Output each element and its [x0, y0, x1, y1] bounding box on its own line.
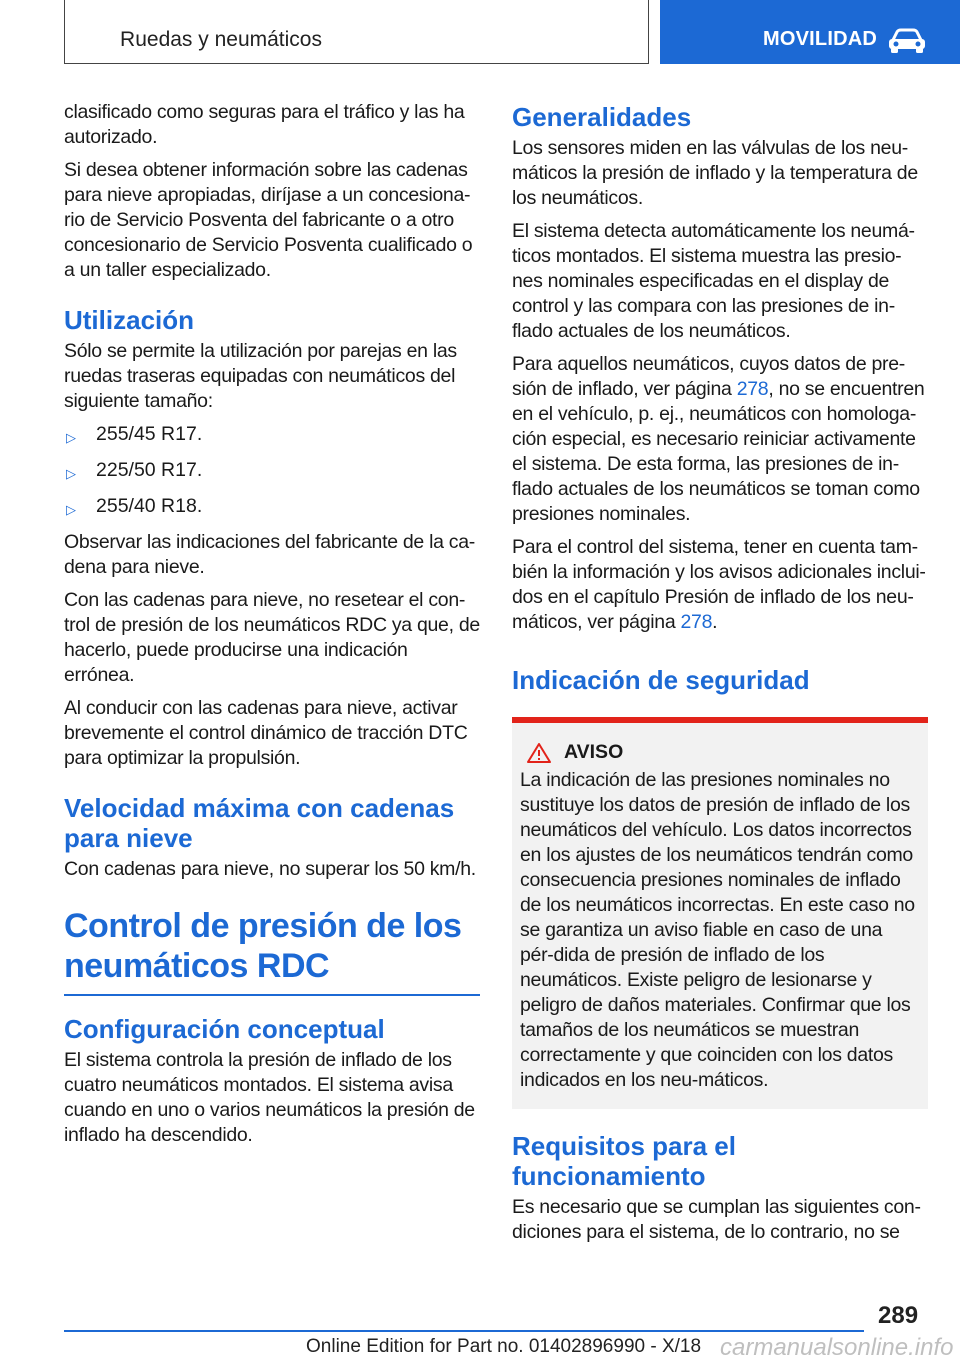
warning-header — [520, 741, 920, 764]
paragraph — [512, 352, 928, 527]
footer-edition: Online Edition for Part no. 01402896990 - X/18 — [306, 1336, 702, 1357]
paragraph: Observar las indicaciones del fabricante de la ca-dena para nieve. — [64, 531, 475, 578]
header-section-title: Ruedas y neumáticos — [120, 28, 322, 51]
paragraph: Los sensores miden en las válvulas de los neu-máticos la presión de inflado y la temperatura de los neumáticos. — [512, 137, 918, 209]
bullet-triangle-icon: ▷ — [66, 430, 76, 445]
footer-watermark: carmanualsonline.info — [720, 1334, 954, 1361]
paragraph: Si desea obtener información sobre las cadenas para nieve apropiadas, diríjase a un concesiona-rio de Servicio Posventa del fabricante o a otro concesionario de Servicio Posventa cualificado o a un taller especializado. — [64, 159, 473, 281]
list-item-text: 225/50 R17. — [96, 459, 203, 481]
footer-rule — [64, 1330, 864, 1332]
heading-seguridad: Indicación de seguridad — [512, 665, 810, 695]
left-column — [64, 100, 480, 1156]
paragraph-text: Para el control del sistema, tener en cuenta tam-bién la información y los avisos adicionales inclui-dos en el capítulo Presión de inflado de los neu-máticos, ver página — [512, 536, 926, 633]
paragraph: clasificado como seguras para el tráfico y las ha autorizado. — [64, 101, 465, 148]
list-item-text: 255/45 R17. — [96, 423, 203, 445]
warning-box — [512, 717, 928, 1109]
heading-utilizacion: Utilización — [64, 305, 195, 335]
warning-title: AVISO — [564, 741, 624, 763]
heading-control-presion: Control de presión de los neumáticos RDC — [64, 907, 462, 985]
heading-generalidades: Generalidades — [512, 102, 692, 132]
page-number: 289 — [878, 1302, 919, 1329]
list-item-text: 255/40 R18. — [96, 495, 203, 517]
paragraph: El sistema detecta automáticamente los neumá-ticos montados. El sistema muestra las presio-nes nominales especificadas en el display de control y las compara con las presiones de in-flado actuales de los neumáticos. — [512, 220, 915, 342]
heading-velocidad: Velocidad máxima con cadenas para nieve — [64, 793, 455, 853]
header-section-box — [64, 0, 649, 64]
paragraph — [512, 535, 928, 635]
paragraph: El sistema controla la presión de inflado de los cuatro neumáticos montados. El sistema avisa cuando en uno o varios neumáticos la presión de inflado ha descendido. — [64, 1048, 475, 1146]
page-reference-link[interactable]: 278 — [680, 611, 713, 633]
warning-text: La indicación de las presiones nominales no sustituye los datos de presión de inflado de los neumáticos del vehículo. Los datos incorrectos en los ajustes de los neumáticos tendrán como consecuencia presiones nominales de inflado de los neumáticos incorrectas. En este caso no se garantiza un aviso fiable en caso de una pér-dida de presión de inflado de los neumáticos. Existe peligro de lesionarse y peligro de daños materiales. Confirmar que los tamaños de los neumáticos se muestran correctamente y que coinciden con los datos indicados en los neu-máticos. — [520, 769, 915, 1091]
header-chapter-tab — [660, 0, 960, 64]
paragraph: Con cadenas para nieve, no superar los 50 km/h. — [64, 858, 476, 880]
heading-rule — [64, 994, 480, 996]
warning-triangle-icon — [526, 742, 552, 764]
paragraph-text: . — [712, 611, 718, 633]
car-icon — [887, 28, 927, 54]
list-item — [64, 422, 480, 450]
right-column — [512, 100, 928, 1253]
paragraph: Al conducir con las cadenas para nieve, activar brevemente el control dinámico de tracción DTC para optimizar la propulsión. — [64, 697, 468, 769]
list-item — [64, 458, 480, 486]
bullet-triangle-icon: ▷ — [66, 502, 76, 517]
list-item — [64, 494, 480, 522]
heading-requisitos: Requisitos para el funcionamiento — [512, 1131, 736, 1191]
header-chapter-label: MOVILIDAD — [763, 28, 878, 50]
paragraph-text: , no se encuentren en el vehículo, p. ej., neumáticos con homologa-ción especial, es necesario reiniciar activamente el sistema. De esta forma, las presiones de in-flado actuales de los neumáticos se toman como presiones nominales. — [512, 378, 925, 525]
page-reference-link[interactable]: 278 — [736, 378, 769, 400]
paragraph-text: Para aquellos neumáticos, cuyos datos de pre-sión de inflado, ver página — [512, 353, 905, 400]
tire-size-list — [64, 422, 480, 522]
heading-configuracion: Configuración conceptual — [64, 1013, 385, 1044]
paragraph: Con las cadenas para nieve, no resetear el con-trol de presión de los neumáticos RDC ya que, de hacerlo, puede producirse una indicación errónea. — [64, 589, 480, 686]
paragraph: Sólo se permite la utilización por parejas en las ruedas traseras equipadas con neumáticos del siguiente tamaño: — [64, 340, 457, 412]
bullet-triangle-icon: ▷ — [66, 466, 76, 481]
paragraph: Es necesario que se cumplan las siguientes con-diciones para el sistema, de lo contrario, no se — [512, 1196, 921, 1243]
